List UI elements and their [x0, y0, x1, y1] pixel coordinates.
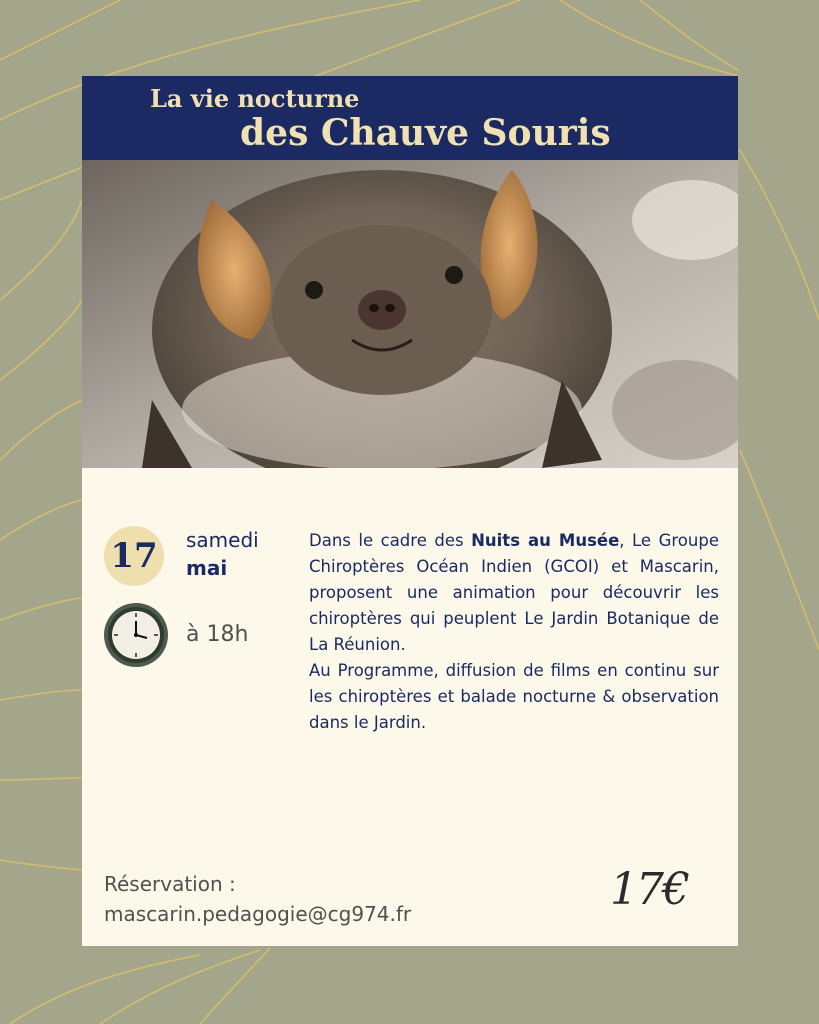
reservation-email[interactable]: mascarin.pedagogie@cg974.fr [104, 902, 412, 926]
event-month: mai [186, 556, 228, 580]
clock-icon [103, 602, 169, 668]
reservation-label: Réservation : [104, 872, 236, 896]
title-banner [82, 76, 738, 160]
description-text: Dans le cadre des [309, 531, 472, 550]
date-day-badge: 17 [104, 526, 164, 586]
description-paragraph-1 [309, 528, 719, 658]
description-paragraph-2: Au Programme, diffusion de films en continu sur les chiroptères et balade nocturne & observation dans le Jardin. [309, 661, 719, 732]
description-text: , Le Groupe Chiroptères Océan Indien (GCOI) et Mascarin, proposent une animation pour découvrir les chiroptères qui peuplent Le Jardin Botanique de La Réunion. [309, 531, 719, 654]
event-description [309, 528, 719, 736]
event-price: 17€ [610, 864, 688, 915]
title-line-1: La vie nocturne [150, 84, 360, 113]
event-time: à 18h [186, 622, 249, 647]
title-line-2: des Chauve Souris [240, 112, 611, 154]
event-weekday: samedi [186, 528, 259, 552]
event-card [82, 76, 738, 946]
bat-photo [82, 160, 738, 468]
description-highlight: Nuits au Musée [471, 531, 620, 550]
